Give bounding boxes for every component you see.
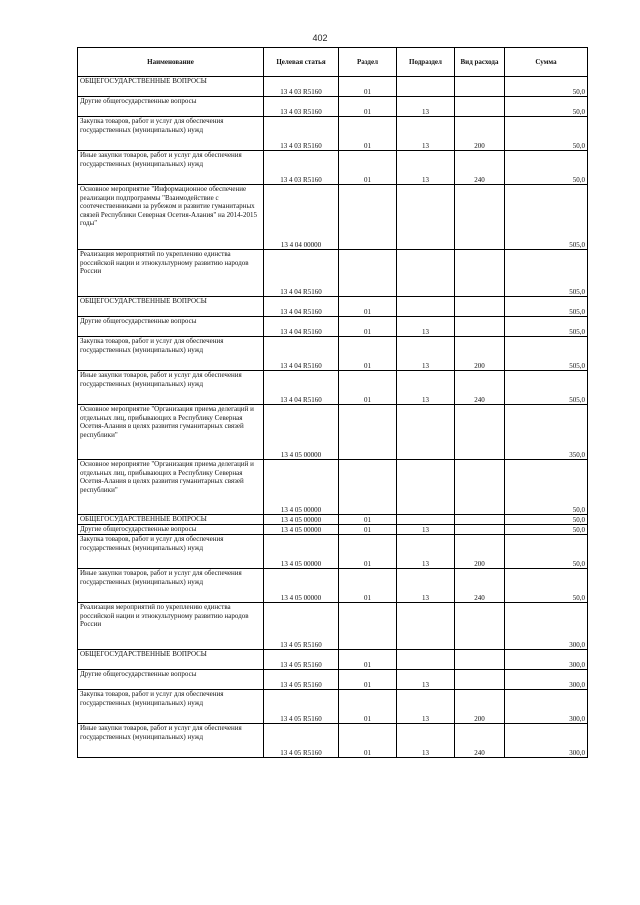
table-row [78,535,588,569]
cell-code: 13 4 03 R5160 [264,151,339,185]
cell-code: 13 4 05 00000 [264,569,339,603]
table-row [78,405,588,460]
cell-code: 13 4 05 00000 [264,460,339,515]
cell-name: Иные закупки товаров, работ и услуг для обеспечения государственных (муниципальных) нужд [78,569,264,603]
cell-expense-type [455,405,505,460]
cell-subsection [397,515,455,525]
cell-name: ОБЩЕГОСУДАРСТВЕННЫЕ ВОПРОСЫ [78,650,264,670]
cell-amount: 50,0 [505,515,588,525]
cell-expense-type: 200 [455,690,505,724]
cell-expense-type [455,670,505,690]
cell-expense-type: 200 [455,337,505,371]
page-number: 402 [312,33,328,43]
cell-section [339,460,397,515]
cell-code: 13 4 05 R5160 [264,603,339,650]
cell-name: Реализация мероприятий по укреплению единства российской нации и этнокультурному развитию народов России [78,603,264,650]
cell-code: 13 4 05 R5160 [264,724,339,758]
cell-amount: 505,0 [505,371,588,405]
cell-expense-type [455,515,505,525]
table-row [78,317,588,337]
cell-code: 13 4 05 00000 [264,525,339,535]
cell-subsection: 13 [397,371,455,405]
table-row [78,297,588,317]
cell-expense-type: 200 [455,535,505,569]
cell-expense-type [455,185,505,250]
cell-section: 01 [339,569,397,603]
cell-amount: 505,0 [505,250,588,297]
cell-section [339,250,397,297]
table-row [78,185,588,250]
cell-code: 13 4 04 R5160 [264,297,339,317]
cell-section: 01 [339,724,397,758]
cell-subsection: 13 [397,724,455,758]
cell-name: Основное мероприятие "Организация приема делегаций и отдельных лиц, прибывающих в Республику Северная Осетия-Алания в целях развития гуманитарных связей республики" [78,405,264,460]
table-row [78,97,588,117]
header-amount: Сумма [505,48,588,77]
cell-code: 13 4 05 R5160 [264,670,339,690]
cell-amount: 300,0 [505,690,588,724]
table-row [78,77,588,97]
cell-name: Реализация мероприятий по укреплению единства российской нации и этнокультурному развитию народов России [78,250,264,297]
cell-expense-type: 240 [455,724,505,758]
cell-amount: 50,0 [505,151,588,185]
cell-code: 13 4 03 R5160 [264,117,339,151]
cell-code: 13 4 04 R5160 [264,317,339,337]
cell-expense-type [455,525,505,535]
table-row [78,650,588,670]
cell-section: 01 [339,371,397,405]
cell-section: 01 [339,317,397,337]
cell-section: 01 [339,690,397,724]
header-subsection: Подраздел [397,48,455,77]
header-name: Наименование [78,48,264,77]
cell-subsection [397,405,455,460]
header-section: Раздел [339,48,397,77]
cell-subsection [397,603,455,650]
cell-expense-type [455,650,505,670]
cell-amount: 50,0 [505,97,588,117]
cell-expense-type [455,317,505,337]
cell-amount: 505,0 [505,297,588,317]
cell-name: ОБЩЕГОСУДАРСТВЕННЫЕ ВОПРОСЫ [78,515,264,525]
cell-name: Другие общегосударственные вопросы [78,97,264,117]
cell-code: 13 4 04 00000 [264,185,339,250]
cell-code: 13 4 05 00000 [264,405,339,460]
cell-section: 01 [339,117,397,151]
table-row [78,337,588,371]
cell-expense-type [455,77,505,97]
cell-subsection [397,77,455,97]
cell-subsection [397,185,455,250]
cell-amount: 505,0 [505,337,588,371]
table-row [78,460,588,515]
cell-subsection [397,297,455,317]
cell-expense-type [455,297,505,317]
cell-subsection: 13 [397,569,455,603]
cell-section: 01 [339,297,397,317]
cell-amount: 300,0 [505,670,588,690]
table-row [78,515,588,525]
cell-amount: 50,0 [505,117,588,151]
cell-subsection: 13 [397,317,455,337]
cell-code: 13 4 05 R5160 [264,690,339,724]
table-row [78,603,588,650]
cell-name: Иные закупки товаров, работ и услуг для обеспечения государственных (муниципальных) нужд [78,724,264,758]
cell-subsection: 13 [397,525,455,535]
header-code: Целевая статья [264,48,339,77]
cell-code: 13 4 03 R5160 [264,97,339,117]
cell-subsection [397,460,455,515]
cell-subsection: 13 [397,97,455,117]
cell-code: 13 4 05 00000 [264,515,339,525]
cell-section: 01 [339,515,397,525]
cell-expense-type [455,460,505,515]
cell-code: 13 4 05 00000 [264,535,339,569]
table-row [78,250,588,297]
table-row [78,724,588,758]
cell-name: Закупка товаров, работ и услуг для обеспечения государственных (муниципальных) нужд [78,535,264,569]
cell-amount: 300,0 [505,603,588,650]
cell-name: Закупка товаров, работ и услуг для обеспечения государственных (муниципальных) нужд [78,337,264,371]
table-row [78,670,588,690]
cell-code: 13 4 04 R5160 [264,371,339,405]
cell-subsection: 13 [397,670,455,690]
cell-expense-type: 240 [455,569,505,603]
cell-amount: 300,0 [505,650,588,670]
cell-section: 01 [339,670,397,690]
cell-section: 01 [339,151,397,185]
cell-amount: 505,0 [505,317,588,337]
cell-subsection: 13 [397,690,455,724]
cell-expense-type: 200 [455,117,505,151]
table-row [78,117,588,151]
cell-section: 01 [339,650,397,670]
cell-name: Другие общегосударственные вопросы [78,525,264,535]
cell-code: 13 4 05 R5160 [264,650,339,670]
cell-name: Другие общегосударственные вопросы [78,670,264,690]
cell-subsection [397,650,455,670]
cell-subsection: 13 [397,151,455,185]
cell-section [339,405,397,460]
cell-section: 01 [339,97,397,117]
cell-expense-type: 240 [455,371,505,405]
cell-section [339,185,397,250]
cell-name: Основное мероприятие "Информационное обеспечение реализации подпрограммы "Взаимодействие с соотечественниками за рубежом и развитие гуманитарных связей Республики Северная Осетия-Алания" на 2014-2015 годы" [78,185,264,250]
cell-name: Иные закупки товаров, работ и услуг для обеспечения государственных (муниципальных) нужд [78,371,264,405]
cell-section: 01 [339,525,397,535]
cell-name: Другие общегосударственные вопросы [78,317,264,337]
cell-amount: 50,0 [505,535,588,569]
cell-name: ОБЩЕГОСУДАРСТВЕННЫЕ ВОПРОСЫ [78,77,264,97]
cell-section: 01 [339,535,397,569]
table-body [78,77,588,758]
cell-name: Закупка товаров, работ и услуг для обеспечения государственных (муниципальных) нужд [78,117,264,151]
cell-code: 13 4 04 R5160 [264,337,339,371]
cell-amount: 50,0 [505,77,588,97]
cell-name: Основное мероприятие "Организация приема делегаций и отдельных лиц, прибывающих в Республику Северная Осетия-Алания в целях развития гуманитарных связей республики" [78,460,264,515]
table-row [78,151,588,185]
cell-amount: 300,0 [505,724,588,758]
table-row [78,569,588,603]
cell-expense-type [455,603,505,650]
cell-name: ОБЩЕГОСУДАРСТВЕННЫЕ ВОПРОСЫ [78,297,264,317]
cell-name: Иные закупки товаров, работ и услуг для обеспечения государственных (муниципальных) нужд [78,151,264,185]
cell-subsection: 13 [397,337,455,371]
cell-code: 13 4 03 R5160 [264,77,339,97]
cell-name: Закупка товаров, работ и услуг для обеспечения государственных (муниципальных) нужд [78,690,264,724]
budget-table [77,47,588,758]
cell-amount: 50,0 [505,525,588,535]
cell-section: 01 [339,337,397,371]
cell-section [339,603,397,650]
header-expense-type: Вид расхода [455,48,505,77]
cell-subsection [397,250,455,297]
cell-amount: 350,0 [505,405,588,460]
table-row [78,371,588,405]
cell-amount: 50,0 [505,460,588,515]
cell-code: 13 4 04 R5160 [264,250,339,297]
cell-expense-type [455,97,505,117]
cell-amount: 505,0 [505,185,588,250]
cell-expense-type [455,250,505,297]
table-row [78,690,588,724]
cell-section: 01 [339,77,397,97]
table-row [78,525,588,535]
cell-amount: 50,0 [505,569,588,603]
cell-expense-type: 240 [455,151,505,185]
table-header-row [78,48,588,77]
cell-subsection: 13 [397,117,455,151]
cell-subsection: 13 [397,535,455,569]
